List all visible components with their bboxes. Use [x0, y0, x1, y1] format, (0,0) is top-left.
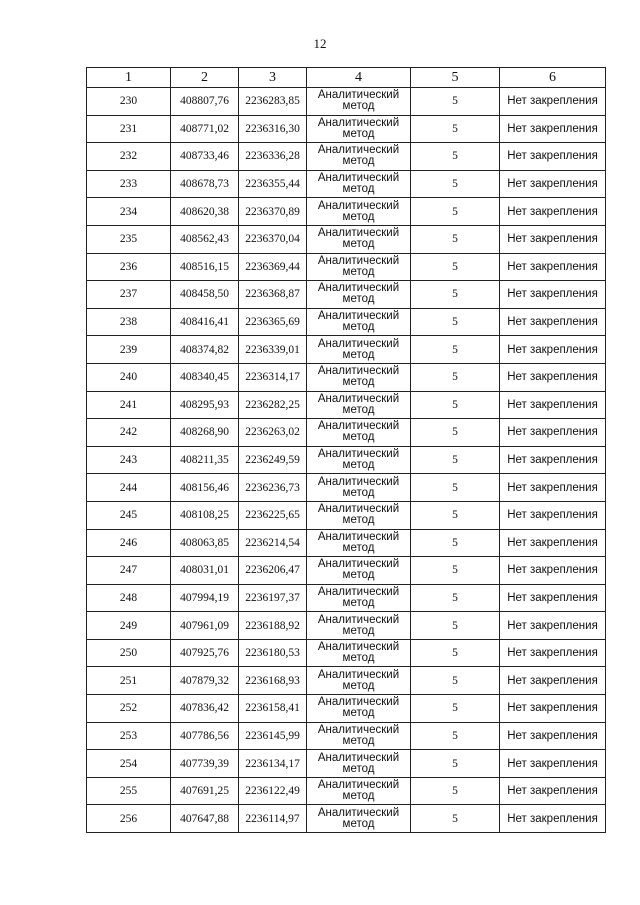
- column-header-2: 2: [171, 68, 239, 88]
- fixing-cell: Нет закрепления: [500, 88, 606, 116]
- table-row: [87, 170, 606, 198]
- table-row: [87, 777, 606, 805]
- x-coordinate-cell: 408063,85: [171, 529, 239, 557]
- method-cell: Аналитический метод: [307, 225, 411, 253]
- x-coordinate-cell: 408562,43: [171, 225, 239, 253]
- table-row: [87, 198, 606, 226]
- precision-cell: 5: [411, 750, 500, 778]
- point-number-cell: 251: [87, 667, 171, 695]
- x-coordinate-cell: 408340,45: [171, 363, 239, 391]
- fixing-cell: Нет закрепления: [500, 446, 606, 474]
- table-header-row: [87, 68, 606, 88]
- table-body: [87, 88, 606, 833]
- x-coordinate-cell: 408458,50: [171, 281, 239, 309]
- method-cell: Аналитический метод: [307, 419, 411, 447]
- coordinates-table: [86, 67, 606, 833]
- y-coordinate-cell: 2236134,17: [239, 750, 307, 778]
- fixing-cell: Нет закрепления: [500, 419, 606, 447]
- y-coordinate-cell: 2236339,01: [239, 336, 307, 364]
- table-row: [87, 446, 606, 474]
- point-number-cell: 247: [87, 557, 171, 585]
- precision-cell: 5: [411, 419, 500, 447]
- fixing-cell: Нет закрепления: [500, 750, 606, 778]
- point-number-cell: 250: [87, 639, 171, 667]
- precision-cell: 5: [411, 557, 500, 585]
- method-cell: Аналитический метод: [307, 557, 411, 585]
- point-number-cell: 256: [87, 805, 171, 833]
- y-coordinate-cell: 2236236,73: [239, 474, 307, 502]
- x-coordinate-cell: 408295,93: [171, 391, 239, 419]
- x-coordinate-cell: 408108,25: [171, 501, 239, 529]
- x-coordinate-cell: 408678,73: [171, 170, 239, 198]
- fixing-cell: Нет закрепления: [500, 695, 606, 723]
- x-coordinate-cell: 408156,46: [171, 474, 239, 502]
- table-row: [87, 695, 606, 723]
- method-cell: Аналитический метод: [307, 88, 411, 116]
- precision-cell: 5: [411, 198, 500, 226]
- fixing-cell: Нет закрепления: [500, 253, 606, 281]
- method-cell: Аналитический метод: [307, 612, 411, 640]
- method-cell: Аналитический метод: [307, 750, 411, 778]
- page-number: 12: [313, 36, 327, 51]
- precision-cell: 5: [411, 115, 500, 143]
- point-number-cell: 234: [87, 198, 171, 226]
- y-coordinate-cell: 2236197,37: [239, 584, 307, 612]
- y-coordinate-cell: 2236282,25: [239, 391, 307, 419]
- method-cell: Аналитический метод: [307, 529, 411, 557]
- point-number-cell: 255: [87, 777, 171, 805]
- x-coordinate-cell: 408771,02: [171, 115, 239, 143]
- precision-cell: 5: [411, 88, 500, 116]
- point-number-cell: 236: [87, 253, 171, 281]
- point-number-cell: 242: [87, 419, 171, 447]
- precision-cell: 5: [411, 805, 500, 833]
- precision-cell: 5: [411, 612, 500, 640]
- fixing-cell: Нет закрепления: [500, 336, 606, 364]
- y-coordinate-cell: 2236188,92: [239, 612, 307, 640]
- column-header-1: 1: [87, 68, 171, 88]
- method-cell: Аналитический метод: [307, 695, 411, 723]
- point-number-cell: 245: [87, 501, 171, 529]
- table-row: [87, 474, 606, 502]
- precision-cell: 5: [411, 308, 500, 336]
- fixing-cell: Нет закрепления: [500, 777, 606, 805]
- point-number-cell: 238: [87, 308, 171, 336]
- precision-cell: 5: [411, 253, 500, 281]
- point-number-cell: 253: [87, 722, 171, 750]
- point-number-cell: 239: [87, 336, 171, 364]
- table-row: [87, 667, 606, 695]
- fixing-cell: Нет закрепления: [500, 557, 606, 585]
- table-row: [87, 529, 606, 557]
- point-number-cell: 252: [87, 695, 171, 723]
- table-row: [87, 225, 606, 253]
- y-coordinate-cell: 2236214,54: [239, 529, 307, 557]
- table-row: [87, 308, 606, 336]
- y-coordinate-cell: 2236206,47: [239, 557, 307, 585]
- fixing-cell: Нет закрепления: [500, 501, 606, 529]
- y-coordinate-cell: 2236368,87: [239, 281, 307, 309]
- fixing-cell: Нет закрепления: [500, 281, 606, 309]
- method-cell: Аналитический метод: [307, 115, 411, 143]
- y-coordinate-cell: 2236158,41: [239, 695, 307, 723]
- method-cell: Аналитический метод: [307, 308, 411, 336]
- method-cell: Аналитический метод: [307, 170, 411, 198]
- precision-cell: 5: [411, 695, 500, 723]
- method-cell: Аналитический метод: [307, 391, 411, 419]
- x-coordinate-cell: 407836,42: [171, 695, 239, 723]
- x-coordinate-cell: 407925,76: [171, 639, 239, 667]
- fixing-cell: Нет закрепления: [500, 308, 606, 336]
- column-header-5: 5: [411, 68, 500, 88]
- fixing-cell: Нет закрепления: [500, 363, 606, 391]
- point-number-cell: 230: [87, 88, 171, 116]
- fixing-cell: Нет закрепления: [500, 584, 606, 612]
- fixing-cell: Нет закрепления: [500, 143, 606, 171]
- table-row: [87, 281, 606, 309]
- y-coordinate-cell: 2236370,04: [239, 225, 307, 253]
- method-cell: Аналитический метод: [307, 253, 411, 281]
- precision-cell: 5: [411, 336, 500, 364]
- fixing-cell: Нет закрепления: [500, 115, 606, 143]
- precision-cell: 5: [411, 584, 500, 612]
- x-coordinate-cell: 408733,46: [171, 143, 239, 171]
- precision-cell: 5: [411, 639, 500, 667]
- y-coordinate-cell: 2236369,44: [239, 253, 307, 281]
- x-coordinate-cell: 408516,15: [171, 253, 239, 281]
- method-cell: Аналитический метод: [307, 584, 411, 612]
- y-coordinate-cell: 2236370,89: [239, 198, 307, 226]
- y-coordinate-cell: 2236314,17: [239, 363, 307, 391]
- method-cell: Аналитический метод: [307, 639, 411, 667]
- column-header-3: 3: [239, 68, 307, 88]
- x-coordinate-cell: 408268,90: [171, 419, 239, 447]
- table-row: [87, 750, 606, 778]
- method-cell: Аналитический метод: [307, 336, 411, 364]
- method-cell: Аналитический метод: [307, 805, 411, 833]
- point-number-cell: 248: [87, 584, 171, 612]
- y-coordinate-cell: 2236249,59: [239, 446, 307, 474]
- table-row: [87, 419, 606, 447]
- method-cell: Аналитический метод: [307, 501, 411, 529]
- point-number-cell: 240: [87, 363, 171, 391]
- table-row: [87, 584, 606, 612]
- y-coordinate-cell: 2236145,99: [239, 722, 307, 750]
- y-coordinate-cell: 2236122,49: [239, 777, 307, 805]
- y-coordinate-cell: 2236180,53: [239, 639, 307, 667]
- table-row: [87, 612, 606, 640]
- x-coordinate-cell: 407879,32: [171, 667, 239, 695]
- method-cell: Аналитический метод: [307, 474, 411, 502]
- point-number-cell: 232: [87, 143, 171, 171]
- table-row: [87, 115, 606, 143]
- fixing-cell: Нет закрепления: [500, 225, 606, 253]
- x-coordinate-cell: 407691,25: [171, 777, 239, 805]
- precision-cell: 5: [411, 391, 500, 419]
- table-row: [87, 557, 606, 585]
- method-cell: Аналитический метод: [307, 281, 411, 309]
- table-row: [87, 253, 606, 281]
- table-row: [87, 639, 606, 667]
- precision-cell: 5: [411, 446, 500, 474]
- point-number-cell: 254: [87, 750, 171, 778]
- method-cell: Аналитический метод: [307, 667, 411, 695]
- fixing-cell: Нет закрепления: [500, 198, 606, 226]
- point-number-cell: 233: [87, 170, 171, 198]
- method-cell: Аналитический метод: [307, 777, 411, 805]
- x-coordinate-cell: 407786,56: [171, 722, 239, 750]
- precision-cell: 5: [411, 170, 500, 198]
- precision-cell: 5: [411, 529, 500, 557]
- method-cell: Аналитический метод: [307, 198, 411, 226]
- fixing-cell: Нет закрепления: [500, 639, 606, 667]
- fixing-cell: Нет закрепления: [500, 170, 606, 198]
- x-coordinate-cell: 407994,19: [171, 584, 239, 612]
- precision-cell: 5: [411, 143, 500, 171]
- method-cell: Аналитический метод: [307, 446, 411, 474]
- precision-cell: 5: [411, 474, 500, 502]
- precision-cell: 5: [411, 777, 500, 805]
- column-header-4: 4: [307, 68, 411, 88]
- x-coordinate-cell: 407647,88: [171, 805, 239, 833]
- point-number-cell: 244: [87, 474, 171, 502]
- y-coordinate-cell: 2236355,44: [239, 170, 307, 198]
- point-number-cell: 241: [87, 391, 171, 419]
- y-coordinate-cell: 2236316,30: [239, 115, 307, 143]
- table-row: [87, 722, 606, 750]
- fixing-cell: Нет закрепления: [500, 529, 606, 557]
- x-coordinate-cell: 408807,76: [171, 88, 239, 116]
- point-number-cell: 246: [87, 529, 171, 557]
- y-coordinate-cell: 2236114,97: [239, 805, 307, 833]
- point-number-cell: 249: [87, 612, 171, 640]
- fixing-cell: Нет закрепления: [500, 667, 606, 695]
- column-header-6: 6: [500, 68, 606, 88]
- table-row: [87, 391, 606, 419]
- precision-cell: 5: [411, 281, 500, 309]
- x-coordinate-cell: 408031,01: [171, 557, 239, 585]
- fixing-cell: Нет закрепления: [500, 474, 606, 502]
- x-coordinate-cell: 407739,39: [171, 750, 239, 778]
- precision-cell: 5: [411, 722, 500, 750]
- precision-cell: 5: [411, 363, 500, 391]
- table-row: [87, 501, 606, 529]
- point-number-cell: 237: [87, 281, 171, 309]
- fixing-cell: Нет закрепления: [500, 391, 606, 419]
- fixing-cell: Нет закрепления: [500, 805, 606, 833]
- fixing-cell: Нет закрепления: [500, 722, 606, 750]
- point-number-cell: 243: [87, 446, 171, 474]
- point-number-cell: 235: [87, 225, 171, 253]
- y-coordinate-cell: 2236336,28: [239, 143, 307, 171]
- y-coordinate-cell: 2236168,93: [239, 667, 307, 695]
- method-cell: Аналитический метод: [307, 722, 411, 750]
- x-coordinate-cell: 407961,09: [171, 612, 239, 640]
- x-coordinate-cell: 408620,38: [171, 198, 239, 226]
- table-row: [87, 88, 606, 116]
- x-coordinate-cell: 408416,41: [171, 308, 239, 336]
- x-coordinate-cell: 408374,82: [171, 336, 239, 364]
- y-coordinate-cell: 2236225,65: [239, 501, 307, 529]
- y-coordinate-cell: 2236263,02: [239, 419, 307, 447]
- table-row: [87, 363, 606, 391]
- fixing-cell: Нет закрепления: [500, 612, 606, 640]
- method-cell: Аналитический метод: [307, 363, 411, 391]
- table-row: [87, 336, 606, 364]
- precision-cell: 5: [411, 667, 500, 695]
- method-cell: Аналитический метод: [307, 143, 411, 171]
- point-number-cell: 231: [87, 115, 171, 143]
- table-row: [87, 805, 606, 833]
- precision-cell: 5: [411, 501, 500, 529]
- precision-cell: 5: [411, 225, 500, 253]
- y-coordinate-cell: 2236283,85: [239, 88, 307, 116]
- x-coordinate-cell: 408211,35: [171, 446, 239, 474]
- table-row: [87, 143, 606, 171]
- y-coordinate-cell: 2236365,69: [239, 308, 307, 336]
